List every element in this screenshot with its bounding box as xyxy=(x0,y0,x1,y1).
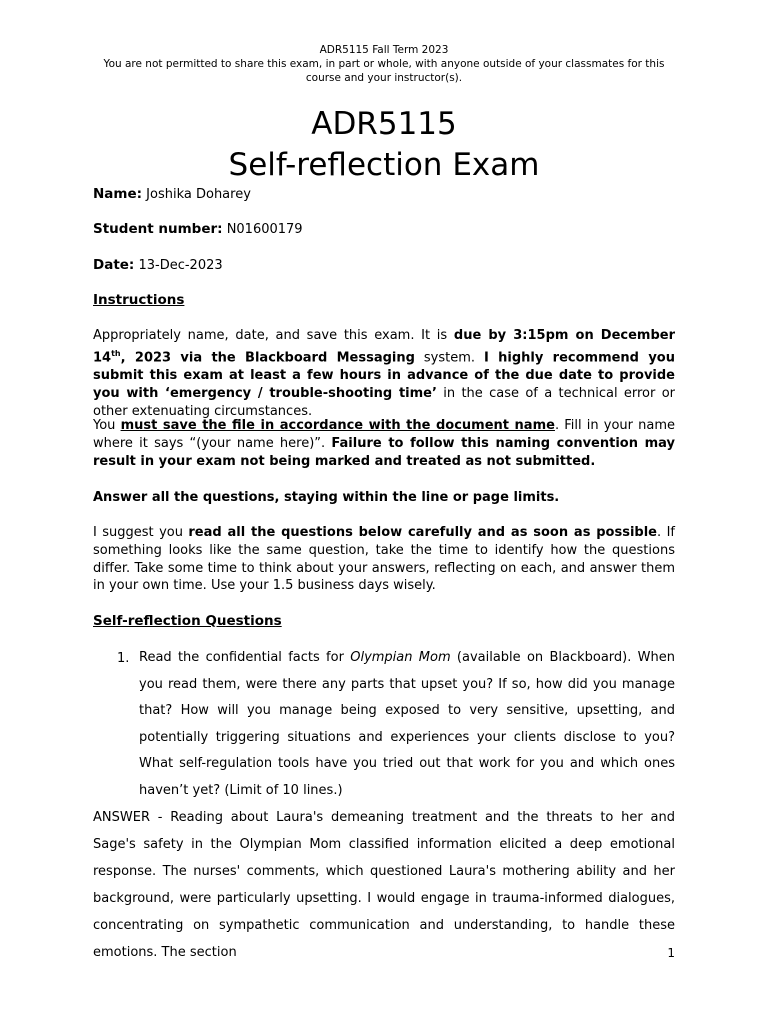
p4-text-c: . If something looks like the same question, take the time to identify how the questions differ. Take some time to think about your answers, reflecting on each, and answer them in your own time. Use your 1.5 business days wisely. xyxy=(93,525,675,594)
page-header xyxy=(90,43,678,85)
name-label: Name: xyxy=(93,186,143,202)
student-number-value: N01600179 xyxy=(226,222,303,237)
q1-case-name: Olympian Mom xyxy=(350,650,451,665)
student-number-field xyxy=(93,221,303,238)
date-field xyxy=(93,257,223,274)
p2-text-c: . Fill in your name where it says “(your name here)”. xyxy=(93,418,676,451)
p1-recommendation: I highly recommend you submit this exam at least a few hours in advance of the due date to provide you with ‘emergency / trouble-shooting time’ xyxy=(93,350,675,401)
questions-heading: Self-reflection Questions xyxy=(93,613,282,629)
p1-ordinal-suffix: th xyxy=(111,348,121,358)
question-1-text xyxy=(139,645,675,805)
p2-text-a: You xyxy=(93,418,121,433)
page-number: 1 xyxy=(667,946,675,960)
header-notice-line2: course and your instructor(s). xyxy=(305,72,463,84)
student-number-label: Student number: xyxy=(93,221,223,237)
header-course-term: ADR5115 Fall Term 2023 xyxy=(319,44,449,56)
instructions-paragraph-suggestion xyxy=(93,524,675,595)
instructions-paragraph-naming xyxy=(93,417,675,470)
question-1-number: 1. xyxy=(117,651,130,666)
date-label: Date: xyxy=(93,257,135,273)
p4-text-a: I suggest you xyxy=(93,525,189,540)
question-1-answer: ANSWER - Reading about Laura's demeaning treatment and the threats to her and Sage's safety in the Olympian Mom classified information elicited a deep emotional response. The nurses' comments, which questioned Laura's mothering ability and her background, were particularly upsetting. I would engage in trauma-informed dialogues, concentrating on sympathetic communication and understanding, to handle these emotions. The section xyxy=(93,810,675,960)
instructions-paragraph-due-date xyxy=(93,327,675,420)
document-title-course: ADR5115 xyxy=(311,106,457,142)
document-title-exam: Self-reflection Exam xyxy=(228,147,540,183)
p1-due-date: due by 3:15pm on December 14 xyxy=(93,328,676,366)
p1-submission-method: , 2023 via the Blackboard Messaging xyxy=(120,350,415,366)
p1-text-a: Appropriately name, date, and save this exam. It is xyxy=(93,328,454,343)
p1-text-f: in the case of a technical error or other extenuating circumstances. xyxy=(93,385,675,419)
p4-read-carefully: read all the questions below carefully and as soon as possible xyxy=(188,525,658,540)
name-value: Joshika Doharey xyxy=(146,187,251,202)
header-notice-line1: You are not permitted to share this exam, in part or whole, with anyone outside of your classmates for this xyxy=(103,58,665,70)
name-field xyxy=(93,186,251,203)
q1-text-b: (available on Blackboard). When you read them, were there any parts that upset you? If so, how did you manage that? How will you manage being exposed to very sensitive, upsetting, and potentially triggering situations and experiences your clients disclose to you? What self-regulation tools have you tried out that work for you and which ones haven’t yet? (Limit of 10 lines.) xyxy=(139,650,675,798)
p1-text-d: system. xyxy=(414,350,484,366)
date-value: 13-Dec-2023 xyxy=(138,258,223,273)
instructions-paragraph-limits: Answer all the questions, staying within the line or page limits. xyxy=(93,490,560,505)
p2-warning: Failure to follow this naming convention may result in your exam not being marked and treated as not submitted. xyxy=(93,435,675,469)
q1-text-a: Read the confidential facts for xyxy=(139,650,351,665)
p2-save-file-rule: must save the file in accordance with the document name xyxy=(120,418,555,433)
instructions-heading: Instructions xyxy=(93,292,185,308)
